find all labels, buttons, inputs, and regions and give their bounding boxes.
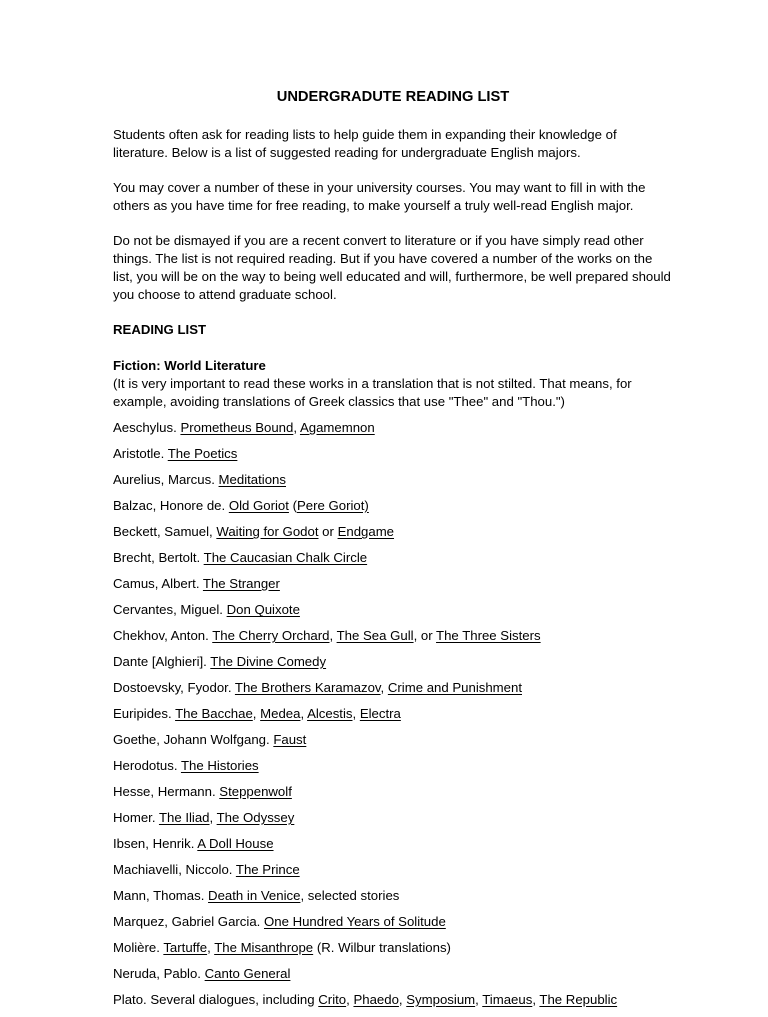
entry-author: Aeschylus. [113, 420, 181, 435]
entry-work-title: The Cherry Orchard [212, 628, 330, 643]
list-item [113, 887, 673, 905]
entry-author: Mann, Thomas. [113, 888, 209, 903]
entry-separator: , or [413, 628, 437, 643]
entry-author: Molière. [113, 940, 164, 955]
entry-note: (R. Wilbur translations) [313, 940, 451, 955]
page-title: UNDERGRADUTE READING LIST [276, 89, 510, 105]
entry-work-title: Don Quixote [226, 602, 300, 617]
entry-author: Cervantes, Miguel. [113, 602, 227, 617]
entry-work-title: Electra [359, 706, 401, 721]
entry-separator: , [532, 992, 540, 1007]
entry-work-title: Canto General [204, 966, 291, 981]
reading-list [113, 419, 673, 1009]
entry-work-title: Crito [318, 992, 347, 1007]
entry-author: Euripides. [113, 706, 176, 721]
entry-work-title: The Brothers Karamazov [234, 680, 381, 695]
list-item [113, 523, 673, 541]
entry-separator: , [293, 420, 300, 435]
intro-paragraph-3: Do not be dismayed if you are a recent convert to literature or if you have simply read other things. The list is not required reading. But if you have covered a number of the works on the list, you will be on the way to being well educated and will, furthermore, be well prepared should you choose to attend graduate school. [113, 233, 671, 302]
document-body [113, 88, 673, 1017]
entry-work-title: Phaedo [353, 992, 399, 1007]
list-item [113, 601, 673, 619]
entry-work-title: The Poetics [167, 446, 238, 461]
entry-work-title: A Doll House [197, 836, 274, 851]
reading-list-heading: READING LIST [113, 322, 207, 337]
entry-author: Dante [Alghieri]. [113, 654, 211, 669]
entry-work-title: Endgame [337, 524, 395, 539]
entry-work-title: Meditations [218, 472, 286, 487]
entry-separator: ( [288, 498, 297, 513]
entry-work-title: Pere Goriot) [297, 498, 369, 513]
entry-work-title: Timaeus [482, 992, 533, 1007]
list-item [113, 965, 673, 983]
entry-author: Homer. [113, 810, 159, 825]
entry-author: Plato. Several dialogues, including [113, 992, 319, 1007]
entry-separator: , [329, 628, 337, 643]
list-item [113, 731, 673, 749]
entry-author: Neruda, Pablo. [113, 966, 205, 981]
entry-separator: , [252, 706, 261, 721]
entry-work-title: The Caucasian Chalk Circle [203, 550, 368, 565]
entry-work-title: The Three Sisters [436, 628, 541, 643]
entry-work-title: Crime and Punishment [387, 680, 522, 695]
list-item [113, 861, 673, 879]
entry-note: , selected stories [300, 888, 400, 903]
entry-author: Herodotus. [113, 758, 181, 773]
list-item [113, 809, 673, 827]
entry-work-title: Prometheus Bound [180, 420, 294, 435]
entry-author: Brecht, Bertolt. [113, 550, 204, 565]
entry-author: Aristotle. [113, 446, 168, 461]
intro-paragraph-2: You may cover a number of these in your university courses. You may want to fill in with the others as you have time for free reading, to make yourself a truly well-read English major. [113, 180, 646, 213]
entry-work-title: Faust [273, 732, 307, 747]
list-item [113, 653, 673, 671]
entry-work-title: The Histories [180, 758, 259, 773]
entry-author: Camus, Albert. [113, 576, 203, 591]
entry-author: Balzac, Honore de. [113, 498, 229, 513]
entry-author: Beckett, Samuel, [113, 524, 217, 539]
intro-paragraph-1: Students often ask for reading lists to help guide them in expanding their knowledge of literature. Below is a list of suggested reading for undergraduate English majors. [113, 127, 617, 160]
list-item [113, 783, 673, 801]
entry-author: Goethe, Johann Wolfgang. [113, 732, 274, 747]
entry-work-title: The Odyssey [216, 810, 295, 825]
list-item [113, 549, 673, 567]
entry-separator: , [398, 992, 407, 1007]
entry-separator: , [352, 706, 360, 721]
entry-work-title: Death in Venice [208, 888, 301, 903]
entry-work-title: Waiting for Godot [216, 524, 319, 539]
entry-work-title: The Iliad [158, 810, 210, 825]
entry-work-title: One Hundred Years of Solitude [263, 914, 446, 929]
entry-work-title: The Prince [235, 862, 300, 877]
list-item [113, 757, 673, 775]
entry-author: Hesse, Hermann. [113, 784, 220, 799]
list-item [113, 445, 673, 463]
entry-work-title: Tartuffe [163, 940, 208, 955]
entry-author: Dostoevsky, Fyodor. [113, 680, 235, 695]
list-item [113, 497, 673, 515]
entry-separator: , [209, 810, 217, 825]
entry-work-title: Agamemnon [299, 420, 375, 435]
entry-work-title: Symposium [406, 992, 476, 1007]
entry-work-title: The Bacchae [175, 706, 253, 721]
entry-separator: or [318, 524, 338, 539]
entry-separator: , [207, 940, 215, 955]
entry-author: Ibsen, Henrik. [113, 836, 198, 851]
entry-separator: , [475, 992, 483, 1007]
entry-work-title: The Stranger [202, 576, 280, 591]
entry-work-title: Old Goriot [228, 498, 289, 513]
list-item [113, 575, 673, 593]
entry-separator: , [300, 706, 308, 721]
entry-work-title: The Republic [539, 992, 618, 1007]
list-item [113, 419, 673, 437]
section-heading: Fiction: World Literature [113, 358, 266, 373]
list-item [113, 835, 673, 853]
entry-separator: , [346, 992, 354, 1007]
list-item [113, 627, 673, 645]
entry-separator: , [380, 680, 388, 695]
entry-author: Aurelius, Marcus. [113, 472, 219, 487]
entry-work-title: Alcestis [307, 706, 353, 721]
entry-work-title: Steppenwolf [219, 784, 292, 799]
list-item [113, 913, 673, 931]
list-item [113, 679, 673, 697]
entry-work-title: The Misanthrope [214, 940, 314, 955]
list-item [113, 705, 673, 723]
list-item [113, 939, 673, 957]
entry-work-title: Medea [260, 706, 301, 721]
entry-author: Marquez, Gabriel Garcia. [113, 914, 264, 929]
entry-work-title: The Sea Gull [336, 628, 414, 643]
entry-author: Machiavelli, Niccolo. [113, 862, 236, 877]
entry-work-title: The Divine Comedy [210, 654, 327, 669]
list-item [113, 471, 673, 489]
entry-author: Chekhov, Anton. [113, 628, 213, 643]
translation-note: (It is very important to read these works in a translation that is not stilted. That means, for example, avoiding translations of Greek classics that use "Thee" and "Thou.") [113, 376, 632, 409]
